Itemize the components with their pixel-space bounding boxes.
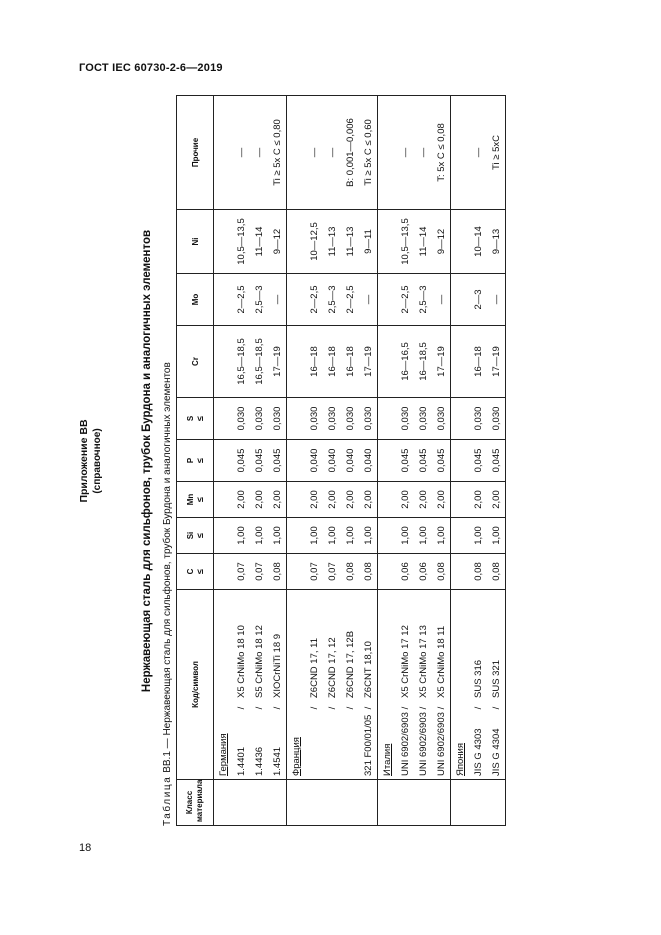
- cell-c: 0,07: [305, 554, 323, 590]
- cell-other: —: [323, 96, 341, 210]
- cell-c: 0,06: [414, 554, 432, 590]
- cell-mn: 2,00: [359, 482, 378, 518]
- code-symbol: SUS 316: [472, 659, 484, 698]
- table-row: [341, 96, 359, 826]
- code-wrap: [491, 593, 502, 776]
- class-cell: [378, 780, 397, 826]
- header-mn: [177, 482, 214, 518]
- cell-si: 1,00: [414, 518, 432, 554]
- code-separator: /: [326, 706, 338, 710]
- cell-s: 0,030: [323, 398, 341, 440]
- header-si: [177, 518, 214, 554]
- cell-s: 0,030: [341, 398, 359, 440]
- empty-cell: [214, 440, 233, 482]
- country-name: Япония: [454, 743, 466, 776]
- code-cell: [359, 590, 378, 780]
- code-cell: [232, 590, 250, 780]
- code-symbol: Z6CND 17, 12: [326, 637, 338, 698]
- code-wrap: [327, 593, 338, 776]
- class-cell: [414, 780, 432, 826]
- code-wrap: [236, 593, 247, 776]
- empty-cell: [214, 326, 233, 398]
- cell-cr: 17—19: [487, 326, 506, 398]
- code-wrap: [309, 593, 320, 776]
- cell-mn: 2,00: [232, 482, 250, 518]
- empty-cell: [214, 274, 233, 326]
- header-class: Класс материала: [177, 780, 214, 826]
- cell-mn: 2,00: [414, 482, 432, 518]
- code-separator: /: [472, 706, 484, 710]
- code-wrap: [254, 593, 265, 776]
- empty-cell: [287, 96, 306, 210]
- class-cell: [469, 780, 487, 826]
- code-separator: /: [399, 706, 411, 710]
- cell-ni: 10—12,5: [305, 210, 323, 274]
- empty-cell: [287, 274, 306, 326]
- empty-cell: [287, 554, 306, 590]
- cell-cr: 16—18: [469, 326, 487, 398]
- cell-p: 0,040: [359, 440, 378, 482]
- country-row: [214, 96, 233, 826]
- code-cell: [469, 590, 487, 780]
- code-symbol: SUS 321: [490, 659, 502, 698]
- cell-ni: 11—14: [414, 210, 432, 274]
- code-cell: [396, 590, 414, 780]
- table-header-row: [177, 96, 214, 826]
- empty-cell: [378, 518, 397, 554]
- cell-other: —: [232, 96, 250, 210]
- code-symbol: X5 CrNiMo 18 11: [435, 625, 447, 698]
- empty-cell: [214, 518, 233, 554]
- empty-cell: [214, 482, 233, 518]
- cell-si: 1,00: [487, 518, 506, 554]
- cell-s: 0,030: [396, 398, 414, 440]
- cell-s: 0,030: [414, 398, 432, 440]
- cell-s: 0,030: [469, 398, 487, 440]
- steel-table: [176, 95, 506, 826]
- empty-cell: [287, 398, 306, 440]
- code-cell: [305, 590, 323, 780]
- empty-cell: [378, 274, 397, 326]
- cell-ni: 11—13: [323, 210, 341, 274]
- class-cell: [287, 780, 306, 826]
- cell-p: 0,040: [305, 440, 323, 482]
- cell-other: Ti ≥ 5х C ≤ 0,60: [359, 96, 378, 210]
- cell-p: 0,045: [414, 440, 432, 482]
- class-cell: [250, 780, 268, 826]
- cell-mo: 2,5—3: [414, 274, 432, 326]
- cell-si: 1,00: [359, 518, 378, 554]
- cell-other: —: [396, 96, 414, 210]
- cell-c: 0,08: [487, 554, 506, 590]
- empty-cell: [378, 398, 397, 440]
- header-p-leq: ≤: [194, 458, 205, 463]
- table-caption-text: ВВ.1 — Нержавеющая сталь для сильфонов, трубок Бурдона и аналогичных элементов: [162, 362, 173, 773]
- cell-c: 0,07: [250, 554, 268, 590]
- cell-cr: 16—18,5: [414, 326, 432, 398]
- cell-ni: 10—14: [469, 210, 487, 274]
- cell-c: 0,06: [396, 554, 414, 590]
- cell-mn: 2,00: [469, 482, 487, 518]
- country-name: Италия: [381, 743, 393, 776]
- cell-mo: —: [359, 274, 378, 326]
- table-row: [250, 96, 268, 826]
- cell-p: 0,045: [469, 440, 487, 482]
- cell-cr: 16—16,5: [396, 326, 414, 398]
- cell-s: 0,030: [250, 398, 268, 440]
- class-cell: [432, 780, 451, 826]
- class-cell: [396, 780, 414, 826]
- cell-si: 1,00: [268, 518, 287, 554]
- cell-p: 0,045: [396, 440, 414, 482]
- cell-ni: 10,5—13,5: [232, 210, 250, 274]
- cell-mn: 2,00: [487, 482, 506, 518]
- cell-mo: 2,5—3: [323, 274, 341, 326]
- empty-cell: [378, 482, 397, 518]
- cell-si: 1,00: [469, 518, 487, 554]
- class-cell: [487, 780, 506, 826]
- class-cell: [232, 780, 250, 826]
- cell-mo: —: [432, 274, 451, 326]
- cell-p: 0,045: [487, 440, 506, 482]
- code-symbol: Z6CND 17, 12B: [344, 630, 356, 698]
- code-cell: [268, 590, 287, 780]
- appendix-heading: [78, 96, 104, 826]
- cell-other: —: [305, 96, 323, 210]
- empty-cell: [214, 210, 233, 274]
- code-separator: /: [435, 706, 447, 710]
- header-mn-label: Mn: [185, 493, 195, 506]
- cell-ni: 9—11: [359, 210, 378, 274]
- code-cell: [432, 590, 451, 780]
- cell-cr: 16,5—18,5: [250, 326, 268, 398]
- empty-cell: [378, 326, 397, 398]
- header-code: Код/символ: [177, 590, 214, 780]
- cell-mn: 2,00: [250, 482, 268, 518]
- empty-cell: [287, 482, 306, 518]
- cell-mn: 2,00: [396, 482, 414, 518]
- code-symbol: X5 CrNiMo 18 10: [235, 625, 247, 698]
- cell-other: Ti ≥ 5хC: [487, 96, 506, 210]
- rotated-content: [75, 96, 527, 826]
- cell-ni: 9—12: [432, 210, 451, 274]
- cell-mo: 2—3: [469, 274, 487, 326]
- country-row: [451, 96, 470, 826]
- cell-s: 0,030: [359, 398, 378, 440]
- empty-cell: [214, 554, 233, 590]
- header-si-label: Si: [185, 531, 195, 540]
- empty-cell: [378, 210, 397, 274]
- cell-other: —: [250, 96, 268, 210]
- code-separator: /: [308, 706, 320, 710]
- class-cell: [214, 780, 233, 826]
- country-row: [287, 96, 306, 826]
- code-wrap: [363, 593, 374, 776]
- empty-cell: [287, 210, 306, 274]
- code-number: UNI 6902/6903: [417, 712, 429, 776]
- code-cell: [323, 590, 341, 780]
- table-row: [469, 96, 487, 826]
- code-separator: /: [271, 706, 283, 710]
- header-c-leq: ≤: [194, 569, 205, 574]
- cell-si: 1,00: [232, 518, 250, 554]
- cell-cr: 16,5—18,5: [232, 326, 250, 398]
- appendix-subtitle: (справочное): [92, 428, 103, 494]
- table-row: [396, 96, 414, 826]
- cell-si: 1,00: [323, 518, 341, 554]
- cell-other: —: [414, 96, 432, 210]
- code-cell: [341, 590, 359, 780]
- code-symbol: S5 CrNiMo 18 12: [253, 625, 265, 698]
- code-separator: /: [235, 706, 247, 710]
- code-wrap: [418, 593, 429, 776]
- code-number: JIS G 4304: [490, 728, 502, 776]
- cell-other: B: 0,001—0,006: [341, 96, 359, 210]
- empty-cell: [451, 440, 470, 482]
- cell-si: 1,00: [396, 518, 414, 554]
- cell-ni: 11—13: [341, 210, 359, 274]
- cell-si: 1,00: [341, 518, 359, 554]
- header-p: [177, 440, 214, 482]
- document-header: ГОСТ IEC 60730-2-6—2019: [79, 62, 223, 74]
- code-wrap: [436, 593, 447, 776]
- country-cell: [378, 590, 397, 780]
- cell-mo: 2—2,5: [305, 274, 323, 326]
- cell-p: 0,040: [341, 440, 359, 482]
- code-separator: /: [344, 706, 356, 710]
- class-cell: [305, 780, 323, 826]
- cell-p: 0,045: [268, 440, 287, 482]
- table-caption: [162, 362, 173, 826]
- code-symbol: X5 CrNiMo 17 13: [417, 625, 429, 698]
- table-row: [268, 96, 287, 826]
- table-caption-prefix: Таблица: [162, 775, 173, 826]
- code-symbol: Z6CND 17, 11: [308, 637, 320, 698]
- empty-cell: [451, 96, 470, 210]
- class-cell: [323, 780, 341, 826]
- cell-cr: 17—19: [432, 326, 451, 398]
- empty-cell: [287, 518, 306, 554]
- cell-c: 0,07: [323, 554, 341, 590]
- code-symbol: X5 CrNiMo 17 12: [399, 625, 411, 698]
- cell-p: 0,045: [232, 440, 250, 482]
- cell-c: 0,08: [469, 554, 487, 590]
- header-mn-leq: ≤: [194, 497, 205, 502]
- empty-cell: [451, 326, 470, 398]
- cell-s: 0,030: [487, 398, 506, 440]
- code-symbol: Z6CNT 18,10: [362, 641, 374, 698]
- country-name: Франция: [290, 737, 302, 776]
- cell-cr: 17—19: [268, 326, 287, 398]
- cell-cr: 16—18: [323, 326, 341, 398]
- cell-other: —: [469, 96, 487, 210]
- cell-other: T: 5х C ≤ 0,08: [432, 96, 451, 210]
- empty-cell: [451, 210, 470, 274]
- header-si-leq: ≤: [194, 533, 205, 538]
- empty-cell: [378, 440, 397, 482]
- country-name: Германия: [217, 733, 229, 776]
- header-c-label: C: [185, 568, 195, 575]
- cell-mn: 2,00: [432, 482, 451, 518]
- page-number: 18: [79, 842, 92, 854]
- header-s-label: S: [185, 415, 195, 422]
- header-cr: Cr: [177, 326, 214, 398]
- cell-p: 0,040: [323, 440, 341, 482]
- class-cell: [268, 780, 287, 826]
- country-cell: [451, 590, 470, 780]
- cell-mn: 2,00: [323, 482, 341, 518]
- code-cell: [414, 590, 432, 780]
- cell-mo: 2—2,5: [232, 274, 250, 326]
- cell-mo: 2,5—3: [250, 274, 268, 326]
- country-cell: [214, 590, 233, 780]
- empty-cell: [451, 274, 470, 326]
- cell-mo: —: [487, 274, 506, 326]
- code-separator: /: [417, 706, 429, 710]
- code-separator: /: [490, 706, 502, 710]
- code-number: 321 F00/01/05: [362, 714, 374, 776]
- empty-cell: [451, 518, 470, 554]
- code-wrap: [473, 593, 484, 776]
- appendix-title: Приложение ВВ: [78, 419, 90, 503]
- cell-mo: —: [268, 274, 287, 326]
- cell-s: 0,030: [432, 398, 451, 440]
- code-cell: [487, 590, 506, 780]
- class-cell: [341, 780, 359, 826]
- code-wrap: [272, 593, 283, 776]
- table-row: [232, 96, 250, 826]
- cell-c: 0,08: [359, 554, 378, 590]
- header-s-leq: ≤: [194, 416, 205, 421]
- code-number: 1.4541: [271, 746, 283, 776]
- cell-ni: 10,5—13,5: [396, 210, 414, 274]
- cell-si: 1,00: [250, 518, 268, 554]
- header-other: Прочие: [177, 96, 214, 210]
- empty-cell: [378, 96, 397, 210]
- table-body: [214, 96, 506, 826]
- class-cell: [359, 780, 378, 826]
- cell-mo: 2—2,5: [396, 274, 414, 326]
- code-symbol: XIOCrNiTi 18 9: [271, 633, 283, 698]
- empty-cell: [451, 398, 470, 440]
- cell-cr: 17—19: [359, 326, 378, 398]
- cell-s: 0,030: [268, 398, 287, 440]
- cell-cr: 16—18: [341, 326, 359, 398]
- cell-other: Ti ≥ 5х C ≤ 0,80: [268, 96, 287, 210]
- cell-c: 0,08: [341, 554, 359, 590]
- cell-c: 0,07: [232, 554, 250, 590]
- table-row: [487, 96, 506, 826]
- empty-cell: [287, 440, 306, 482]
- cell-p: 0,045: [250, 440, 268, 482]
- cell-mo: 2—2,5: [341, 274, 359, 326]
- header-s: [177, 398, 214, 440]
- empty-cell: [214, 96, 233, 210]
- cell-ni: 9—12: [268, 210, 287, 274]
- header-p-label: P: [185, 457, 195, 464]
- table-row: [359, 96, 378, 826]
- code-number: UNI 6902/6903: [435, 712, 447, 776]
- header-mo: Mo: [177, 274, 214, 326]
- cell-c: 0,08: [432, 554, 451, 590]
- code-cell: [250, 590, 268, 780]
- cell-mn: 2,00: [268, 482, 287, 518]
- empty-cell: [378, 554, 397, 590]
- code-separator: /: [253, 706, 265, 710]
- cell-si: 1,00: [432, 518, 451, 554]
- empty-cell: [451, 482, 470, 518]
- empty-cell: [214, 398, 233, 440]
- cell-mn: 2,00: [341, 482, 359, 518]
- cell-ni: 9—13: [487, 210, 506, 274]
- table-row: [305, 96, 323, 826]
- country-row: [378, 96, 397, 826]
- cell-cr: 16—18: [305, 326, 323, 398]
- table-row: [432, 96, 451, 826]
- code-wrap: [400, 593, 411, 776]
- table-row: [323, 96, 341, 826]
- cell-p: 0,045: [432, 440, 451, 482]
- cell-si: 1,00: [305, 518, 323, 554]
- code-separator: /: [362, 706, 374, 710]
- code-number: JIS G 4303: [472, 728, 484, 776]
- country-cell: [287, 590, 306, 780]
- empty-cell: [451, 554, 470, 590]
- empty-cell: [287, 326, 306, 398]
- cell-s: 0,030: [232, 398, 250, 440]
- cell-c: 0,08: [268, 554, 287, 590]
- cell-ni: 11—14: [250, 210, 268, 274]
- cell-s: 0,030: [305, 398, 323, 440]
- header-c: [177, 554, 214, 590]
- cell-mn: 2,00: [305, 482, 323, 518]
- header-ni: Ni: [177, 210, 214, 274]
- table-row: [414, 96, 432, 826]
- class-cell: [451, 780, 470, 826]
- section-title: Нержавеющая сталь для сильфонов, трубок Бурдона и аналогичных элементов: [141, 229, 153, 693]
- code-wrap: [345, 593, 356, 776]
- code-number: UNI 6902/6903: [399, 712, 411, 776]
- code-number: 1.4436: [253, 746, 265, 776]
- code-number: 1.4401: [235, 746, 247, 776]
